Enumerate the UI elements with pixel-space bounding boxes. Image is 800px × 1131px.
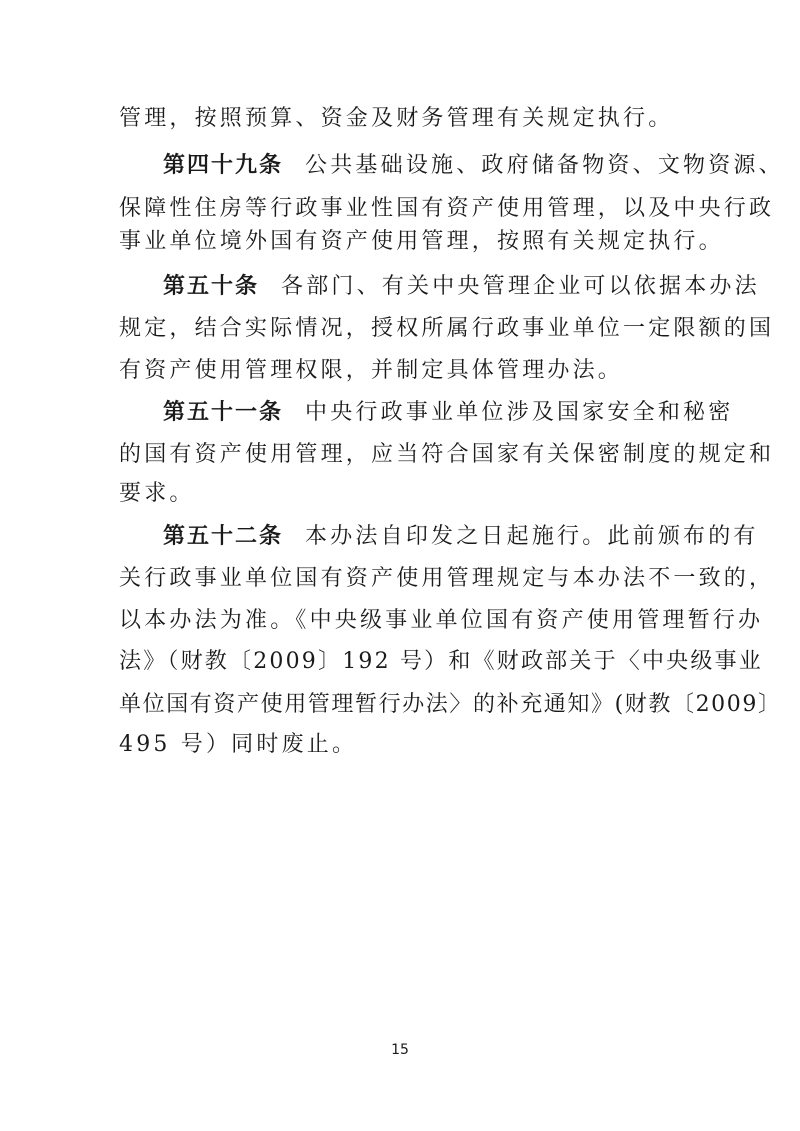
- article-51-line-2: 的国有资产使用管理，应当符合国家有关保密制度的规定和: [119, 442, 775, 467]
- article-50-heading: 第五十条: [163, 274, 260, 299]
- article-48-line-1: 管理，按照预算、资金及财务管理有关规定执行。: [119, 106, 674, 131]
- article-49-line-3: 事业单位境外国有资产使用管理，按照有关规定执行。: [119, 229, 724, 254]
- article-52-line-1: [163, 522, 800, 552]
- article-51-heading: 第五十一条: [163, 400, 284, 425]
- article-51-line-1: [163, 398, 800, 428]
- article-52-line-4: 法》（财教〔2009〕192 号）和《财政部关于〈中央级事业: [119, 649, 763, 674]
- article-51-text-1: 中央行政事业单位涉及国家安全和秘密: [305, 400, 734, 425]
- article-49-line-1: [163, 151, 800, 181]
- article-52-heading: 第五十二条: [163, 524, 284, 549]
- page-number: 15: [391, 1042, 409, 1058]
- article-50-line-2: 规定，结合实际情况，授权所属行政事业单位一定限额的国: [119, 316, 775, 341]
- article-50-line-1: [163, 272, 800, 302]
- article-49-text-1: 公共基础设施、政府储备物资、文物资源、: [305, 153, 784, 178]
- article-52-line-2: 关行政事业单位国有资产使用管理规定与本办法不一致的，: [119, 566, 775, 591]
- article-50-text-1: 各部门、有关中央管理企业可以依据本办法: [281, 274, 760, 299]
- article-49-line-2: 保障性住房等行政事业性国有资产使用管理，以及中央行政: [119, 196, 775, 221]
- article-52-line-3: 以本办法为准。《中央级事业单位国有资产使用管理暂行办: [119, 608, 764, 633]
- article-52-line-6: 495 号）同时废止。: [119, 732, 358, 757]
- article-49-heading: 第四十九条: [163, 153, 284, 178]
- article-52-text-1: 本办法自印发之日起施行。此前颁布的有: [305, 524, 759, 549]
- article-50-line-3: 有资产使用管理权限，并制定具体管理办法。: [119, 358, 624, 383]
- article-52-line-5: 单位国有资产使用管理暂行办法〉的补充通知》(财教〔2009〕: [119, 692, 782, 717]
- article-51-line-3: 要求。: [119, 481, 195, 506]
